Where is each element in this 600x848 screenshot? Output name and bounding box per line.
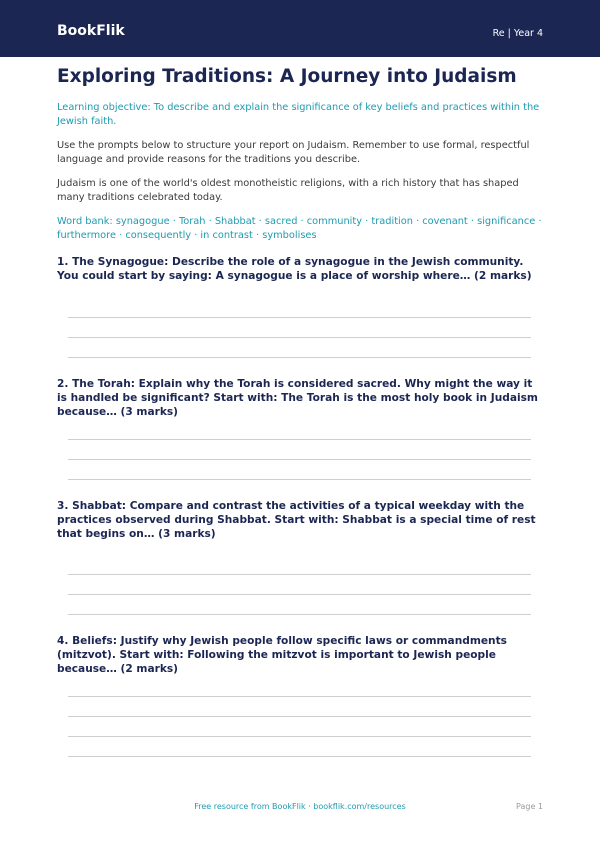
answer-line[interactable] [68, 594, 531, 595]
answer-line[interactable] [68, 317, 531, 318]
footer-link-text[interactable]: Free resource from BookFlik · bookflik.com/resources [194, 802, 406, 811]
page-number: Page 1 [516, 802, 543, 811]
instructions-text: Use the prompts below to structure your report on Judaism. Remember to use formal, respectful language and provide reasons for the traditions you describe. [57, 140, 530, 165]
header-bar [0, 0, 600, 57]
page-title: Exploring Traditions: A Journey into Judaism [57, 66, 517, 87]
answer-line[interactable] [68, 337, 531, 338]
question-prompt: 3. Shabbat: Compare and contrast the activities of a typical weekday with the practices observed during Shabbat. Start with: Shabbat is a special time of rest that begins on… (3 marks) [57, 500, 536, 540]
answer-line[interactable] [68, 756, 531, 757]
answer-line[interactable] [68, 574, 531, 575]
brand-logo-text: BookFlik [57, 23, 125, 39]
question-prompt: 4. Beliefs: Justify why Jewish people follow specific laws or commandments (mitzvot). Start with: Following the mitzvot is important to Jewish people because… (2 marks) [57, 635, 507, 675]
answer-line[interactable] [68, 614, 531, 615]
answer-line[interactable] [68, 357, 531, 358]
word-bank: Word bank: synagogue · Torah · Shabbat · sacred · community · tradition · covenant · significance · furthermore · consequently · in contrast · symbolises [57, 216, 542, 241]
question-prompt: 2. The Torah: Explain why the Torah is considered sacred. Why might the way it is handled be significant? Start with: The Torah is the most holy book in Judaism because… (3 marks) [57, 378, 538, 418]
learning-objective: Learning objective: To describe and explain the significance of key beliefs and practices within the Jewish faith. [57, 102, 540, 127]
subject-year-label: Re | Year 4 [492, 28, 543, 39]
answer-line[interactable] [68, 696, 531, 697]
answer-line[interactable] [68, 736, 531, 737]
answer-line[interactable] [68, 459, 531, 460]
answer-line[interactable] [68, 439, 531, 440]
answer-line[interactable] [68, 479, 531, 480]
question-prompt: 1. The Synagogue: Describe the role of a synagogue in the Jewish community. You could start by saying: A synagogue is a place of worship where… (2 marks) [57, 256, 532, 282]
worksheet-body [57, 66, 543, 242]
intro-text: Judaism is one of the world's oldest monotheistic religions, with a rich history that has shaped many traditions celebrated today. [57, 178, 519, 203]
answer-line[interactable] [68, 716, 531, 717]
